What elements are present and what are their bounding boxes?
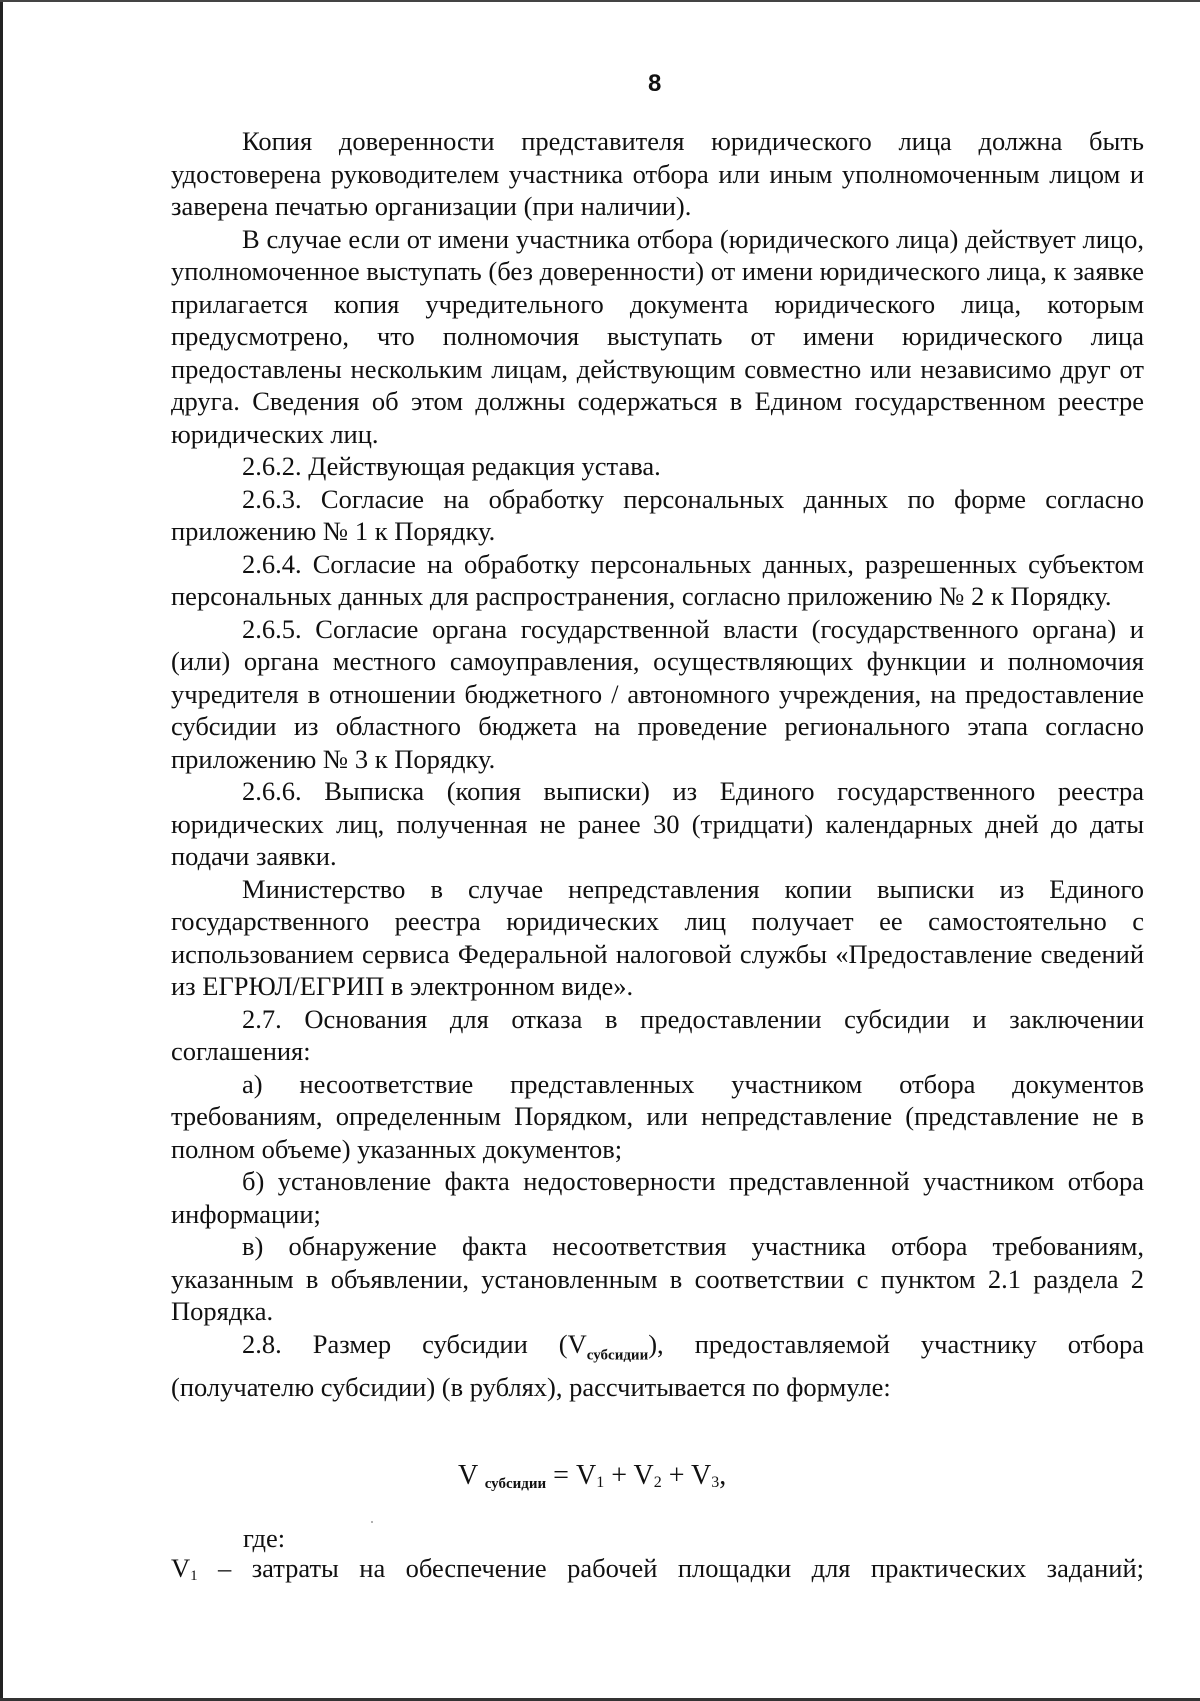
formula-comma: ,: [719, 1460, 727, 1491]
paragraph-2-8: [171, 1328, 1144, 1404]
paragraph-2-7: 2.7. Основания для отказа в предоставлении субсидии и заключении соглашения:: [171, 1003, 1144, 1066]
formula-v3: V: [691, 1460, 712, 1491]
subsidy-formula: [458, 1460, 726, 1493]
paragraph-without-attorney: В случае если от имени участника отбора (юридического лица) действует лицо, уполномоченное выступать (без доверенности) от имени юридического лица, к заявке прилагается копия учредительного документа юридического лица, которым предусмотрено, что полномочия выступать от имени юридического лица предоставлены нескольким лицам, действующим совместно или независимо друг от друга. Сведения об этом должны содержаться в Едином государственном реестре юридических лиц.: [171, 223, 1144, 449]
paragraph-2-6-4: 2.6.4. Согласие на обработку персональных данных, разрешенных субъектом персональных данных для распространения, согласно приложению № 2 к Порядку.: [171, 548, 1144, 611]
scan-speck: [371, 1521, 373, 1523]
v1-definition-text: – затраты на обеспечение рабочей площадки для практических заданий;: [197, 1553, 1144, 1583]
formula-v1: V: [575, 1460, 597, 1491]
paragraph-2-8-subscript: субсидии: [586, 1346, 649, 1363]
paragraph-2-7-b: б) установление факта недостоверности представленной участником отбора информации;: [171, 1166, 1144, 1229]
formula-plus-2: +: [661, 1460, 692, 1491]
paragraph-power-of-attorney: Копия доверенности представителя юридического лица должна быть удостоверена руководителем участника отбора или иным уполномоченным лицом и заверена печатью организации (при наличии).: [171, 126, 1144, 221]
paragraph-2-6-6: 2.6.6. Выписка (копия выписки) из Единого государственного реестра юридических лиц, полученная не ранее 30 (тридцати) календарных дней до даты подачи заявки.: [171, 776, 1144, 871]
formula-lhs-subscript: субсидии: [484, 1476, 547, 1492]
paragraph-2-8-rest: ), предоставляемой участнику отбора (получателю субсидии) (в рублях), рассчитывается по формуле:: [171, 1328, 1144, 1403]
paragraph-2-6-3: 2.6.3. Согласие на обработку персональных данных по форме согласно приложению № 1 к Порядку.: [171, 483, 1144, 546]
v1-symbol: V: [171, 1553, 191, 1583]
formula-plus-1: +: [604, 1460, 634, 1491]
formula-v3-index: 3: [711, 1474, 720, 1491]
where-label: где:: [243, 1523, 286, 1553]
v1-definition: [171, 1553, 1144, 1585]
formula-v2-index: 2: [653, 1474, 662, 1491]
paragraph-2-6-2: 2.6.2. Действующая редакция устава.: [242, 451, 661, 481]
paragraph-ministry: Министерство в случае непредставления копии выписки из Единого государственного реестра юридических лиц получает ее самостоятельно с использованием сервиса Федеральной налоговой службы «Предоставление сведений из ЕГРЮЛ/ЕГРИП в электронном виде».: [171, 873, 1144, 1001]
paragraph-2-7-a: а) несоответствие представленных участником отбора документов требованиям, определенным Порядком, или непредставление (представление не в полном объеме) указанных документов;: [171, 1068, 1144, 1164]
paragraph-2-6-5: 2.6.5. Согласие органа государственной власти (государственного органа) и (или) органа местного самоуправления, осуществляющих функции и полномочия учредителя в отношении бюджетного / автономного учреждения, на предоставление субсидии из областного бюджета на проведение регионального этапа согласно приложению № 3 к Порядку.: [171, 613, 1144, 774]
formula-v1-index: 1: [596, 1474, 605, 1491]
scan-edge-top: [0, 0, 1200, 2]
paragraph-2-7-v: в) обнаружение факта несоответствия участника отбора требованиям, указанным в объявлении, установленным в соответствии с пунктом 2.1 раздела 2 Порядка.: [171, 1231, 1144, 1326]
formula-lhs: V: [458, 1460, 478, 1491]
v1-symbol-index: 1: [190, 1568, 198, 1584]
document-body: [171, 125, 1144, 1404]
formula-equals: =: [546, 1460, 576, 1491]
page-number: 8: [648, 70, 662, 97]
formula-v2: V: [633, 1460, 654, 1491]
scan-edge-left: [0, 0, 3, 1701]
paragraph-2-8-lead: 2.8. Размер субсидии (V: [242, 1328, 587, 1359]
